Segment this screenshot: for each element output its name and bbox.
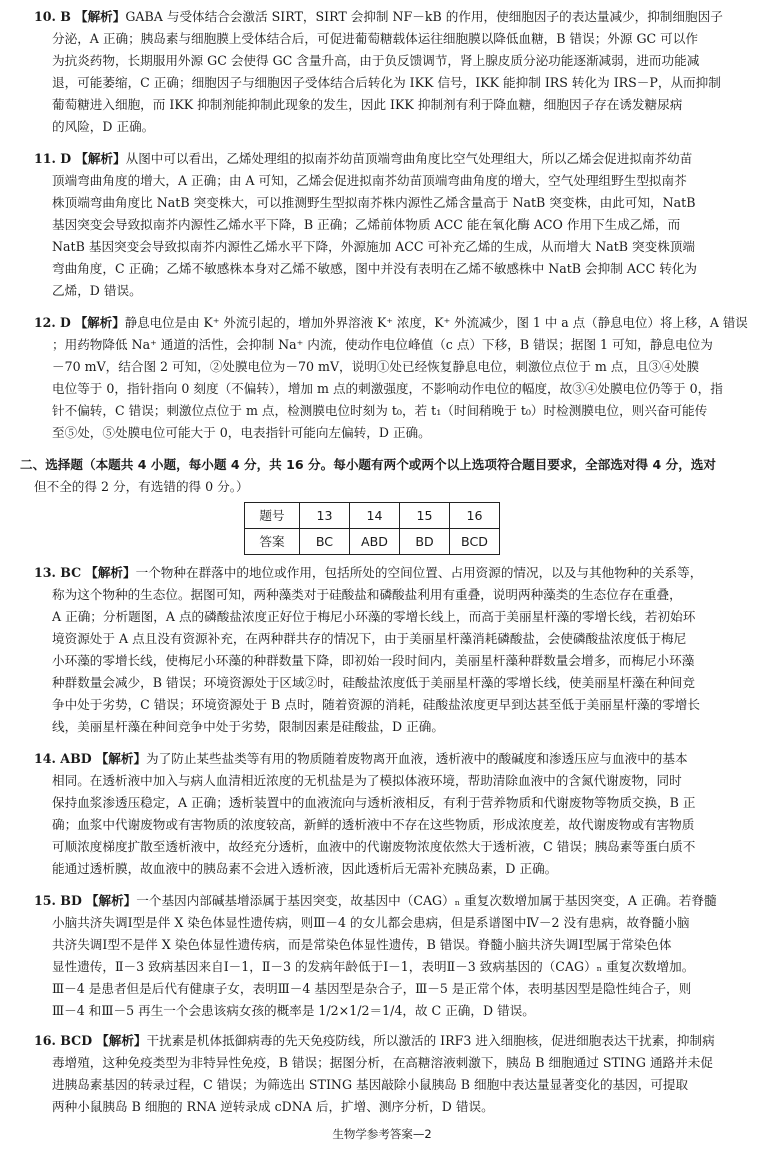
section-instructions: 但不全的得 2 分，有选错的得 0 分。） <box>34 479 249 494</box>
text-line: 从图中可以看出，乙烯处理组的拟南芥幼苗顶端弯曲角度比空气处理组大，所以乙烯会促进拟南芥幼苗 <box>125 151 693 166</box>
table-cell: 16 <box>450 503 500 529</box>
table-cell: 14 <box>350 503 400 529</box>
text-line: 毒增殖，这种免疫类型为非特异性免疫，B 错误；据图分析，在高糖溶液刺激下，胰岛 B 细胞通过 STING 通路并未促 <box>52 1055 713 1070</box>
text-line: 葡萄糖进入细胞，而 IKK 抑制剂能抑制此现象的发生，因此 IKK 抑制剂有利于降血糖，细胞因子存在诱发糖尿病 <box>52 97 683 112</box>
text-line: 乙烯，D 错误。 <box>52 283 142 298</box>
table-cell: BD <box>400 529 450 555</box>
text-line: 至⑤处，⑤处膜电位可能大于 0，电表指针可能向左偏转，D 正确。 <box>52 425 431 440</box>
analysis-tag: 【解析】 <box>95 751 147 766</box>
text-line: 为了防止某些盐类等有用的物质随着废物离开血液，透析液中的酸碱度和渗透压应与血液中的基本 <box>146 751 688 766</box>
text-line: 确；血浆中代谢废物或有害物质的浓度较高，新鲜的透析液中不存在这些物质，形成浓度差，故代谢废物或有害物质 <box>52 817 695 832</box>
text-line: 两种小鼠胰岛 B 细胞的 RNA 逆转录成 cDNA 后，扩增、测序分析，D 错误。 <box>52 1099 494 1114</box>
text-line: 小环藻的零增长线，使梅尼小环藻的种群数量下降，即初始一段时间内，美丽星杆藻种群数量会增多，而梅尼小环藻 <box>52 653 695 668</box>
text-line: 基因突变会导致拟南芥内源性乙烯水平下降，B 正确；乙烯前体物质 ACC 能在氧化酶 ACO 作用下生成乙烯，而 <box>52 217 681 232</box>
text-line: 为抗炎药物，长期服用外源 GC 会使得 GC 含量升高，由于负反馈调节，肾上腺皮质分泌功能逐渐减弱，进而功能减 <box>52 53 700 68</box>
analysis-tag: 【解析】 <box>96 1033 147 1048</box>
text-line: 共济失调Ⅰ型不是伴 X 染色体显性遗传病，而是常染色体显性遗传，B 错误。脊髓小脑共济失调Ⅰ型属于常染色体 <box>52 937 672 952</box>
table-cell: BCD <box>450 529 500 555</box>
text-line: 可顺浓度梯度扩散至透析液中，故经充分透析，血液中的代谢废物浓度依然大于透析液，C 错误；胰岛素等蛋白质不 <box>52 839 696 854</box>
text-line: 相同。在透析液中加入与病人血清相近浓度的无机盐是为了模拟体液环境，帮助清除血液中的含氮代谢废物，同时 <box>52 773 682 788</box>
text-line: －70 mV，结合图 2 可知，②处膜电位为－70 mV，说明①处已经恢复静息电位，刺激位点位于 m 点，且③④处膜 <box>52 359 700 374</box>
text-line: 一个基因内部碱基增添属于基因突变，故基因中（CAG）ₙ 重复次数增加属于基因突变，A 正确。若脊髓 <box>136 893 717 908</box>
text-line: 显性遗传，Ⅱ－3 致病基因来自Ⅰ－1，Ⅱ－3 的发病年龄低于Ⅰ－1，表明Ⅱ－3 致病基因的（CAG）ₙ 重复次数增加。 <box>52 959 695 974</box>
text-line: 株顶端弯曲角度比 NatB 突变株大，可以推测野生型拟南芥株内源性乙烯含量高于 NatB 突变株，由此可知，NatB <box>52 195 696 210</box>
question-number: 10. B <box>34 9 71 24</box>
question-number: 13. BC <box>34 565 82 580</box>
question-number: 16. BCD <box>34 1033 93 1048</box>
text-line: 电位等于 0，指针指向 0 刻度（不偏转），增加 m 点的刺激强度，不影响动作电位的幅度，故③④处膜电位仍等于 0，指 <box>52 381 723 396</box>
text-line: NatB 基因突变会导致拟南芥内源性乙烯水平下降，外源施加 ACC 可补充乙烯的生成，从而增大 NatB 突变株顶端 <box>52 239 696 254</box>
question-number: 14. ABD <box>34 751 92 766</box>
text-line: Ⅲ－4 是患者但是后代有健康子女，表明Ⅲ－4 基因型是杂合子，Ⅲ－5 是正常个体，表明基因型是隐性纯合子，则 <box>52 981 692 996</box>
table-cell: 13 <box>300 503 350 529</box>
table-cell: 答案 <box>245 529 300 555</box>
question-number: 11. D <box>34 151 72 166</box>
text-line: 弯曲角度，C 正确；乙烯不敏感株本身对乙烯不敏感，图中并没有表明在乙烯不敏感株中 NatB 会抑制 ACC 转化为 <box>52 261 697 276</box>
analysis-tag: 【解析】 <box>85 893 137 908</box>
text-line: 争中处于劣势，C 错误；环境资源处于 B 点时，随着资源的消耗，硅酸盐浓度更早到达甚至低于美丽星杆藻的零增长 <box>52 697 700 712</box>
text-line: 进胰岛素基因的转录过程，C 错误；为筛选出 STING 基因敲除小鼠胰岛 B 细胞中表达量显著变化的基因，可提取 <box>52 1077 689 1092</box>
text-line: A 正确；分析题图，A 点的磷酸盐浓度正好位于梅尼小环藻的零增长线上，而高于美丽星杆藻的零增长线，若初始环 <box>52 609 696 624</box>
text-line: 静息电位是由 K⁺ 外流引起的，增加外界溶液 K⁺ 浓度，K⁺ 外流减少，图 1 中 a 点（静息电位）将上移，A 错误 <box>124 315 748 330</box>
question-number: 12. D <box>34 315 71 330</box>
analysis-tag: 【解析】 <box>75 151 126 166</box>
table-cell: 题号 <box>245 503 300 529</box>
text-line: 小脑共济失调Ⅰ型是伴 X 染色体显性遗传病，则Ⅲ－4 的女儿都会患病，但是系谱图中Ⅳ－2 没有患病，故脊髓小脑 <box>52 915 690 930</box>
page-footer: 生物学参考答案—2 <box>332 1127 432 1141</box>
text-line: GABA 与受体结合会激活 SIRT，SIRT 会抑制 NF－kB 的作用，使细胞因子的表达量减少，抑制细胞因子 <box>125 9 723 24</box>
text-line: 境资源处于 A 点且没有资源补充，在两种群共存的情况下，由于美丽星杆藻消耗磷酸盐，会使磷酸盐浓度低于梅尼 <box>52 631 687 646</box>
question-number: 15. BD <box>34 893 82 908</box>
table-row <box>245 529 500 555</box>
text-line: Ⅲ－4 和Ⅲ－5 再生一个会患该病女孩的概率是 1/2×1/2＝1/4，故 C 正确，D 错误。 <box>52 1003 535 1018</box>
analysis-tag: 【解析】 <box>85 565 136 580</box>
text-line: 种群数量会减少，B 错误；环境资源处于区域②时，硅酸盐浓度低于美丽星杆藻的零增长线，使美丽星杆藻在种间竞 <box>52 675 695 690</box>
text-line: 退，可能萎缩，C 正确；细胞因子与细胞因子受体结合后转化为 IKK 信号，IKK 能抑制 IRS 转化为 IRS－P，从而抑制 <box>52 75 721 90</box>
table-cell: 15 <box>400 503 450 529</box>
text-line: 顶端弯曲角度的增大，A 正确；由 A 可知，乙烯会促进拟南芥幼苗顶端弯曲角度的增大，空气处理组野生型拟南芥 <box>52 173 687 188</box>
analysis-tag: 【解析】 <box>74 315 125 330</box>
text-line: 一个物种在群落中的地位或作用，包括所处的空间位置、占用资源的情况，以及与其他物种的关系等， <box>135 565 703 580</box>
section-title: 二、选择题（本题共 4 小题，每小题 4 分，共 16 分。每小题有两个或两个以上选项符合题目要求，全部选对得 4 分，选对 <box>20 457 716 472</box>
text-line: 能通过透析膜，故血液中的胰岛素不会进入透析液，因此透析后无需补充胰岛素，D 正确。 <box>52 861 558 876</box>
table-cell: BC <box>300 529 350 555</box>
text-line: ；用药物降低 Na⁺ 通道的活性，会抑制 Na⁺ 内流，使动作电位峰值（c 点）下移，B 错误；据图 1 可知，静息电位为 <box>52 337 713 352</box>
table-row <box>245 503 500 529</box>
text-line: 分泌，A 正确；胰岛素与细胞膜上受体结合后，可促进葡萄糖载体运往细胞膜以降低血糖，B 错误；外源 GC 可以作 <box>52 31 698 46</box>
table-cell: ABD <box>350 529 400 555</box>
text-line: 的风险，D 正确。 <box>52 119 155 134</box>
text-line: 针不偏转，C 错误；刺激位点位于 m 点，检测膜电位时刻为 t₀，若 t₁（时间稍晚于 t₀）时检测膜电位，则兴奋可能传 <box>52 403 708 418</box>
text-line: 称为这个物种的生态位。据图可知，两种藻类对于硅酸盐和磷酸盐利用有重叠，说明两种藻类的生态位存在重叠， <box>52 587 682 602</box>
answer-table <box>244 502 500 555</box>
text-line: 线，美丽星杆藻在种间竞争中处于劣势，限制因素是硅酸盐，D 正确。 <box>52 719 444 734</box>
analysis-tag: 【解析】 <box>74 9 126 24</box>
text-line: 保持血浆渗透压稳定，A 正确；透析装置中的血液流向与透析液相反，有利于营养物质和代谢废物等物质交换，B 正 <box>52 795 696 810</box>
text-line: 干扰素是机体抵御病毒的先天免疫防线，所以激活的 IRF3 进入细胞核，促进细胞表达干扰素，抑制病 <box>146 1033 715 1048</box>
